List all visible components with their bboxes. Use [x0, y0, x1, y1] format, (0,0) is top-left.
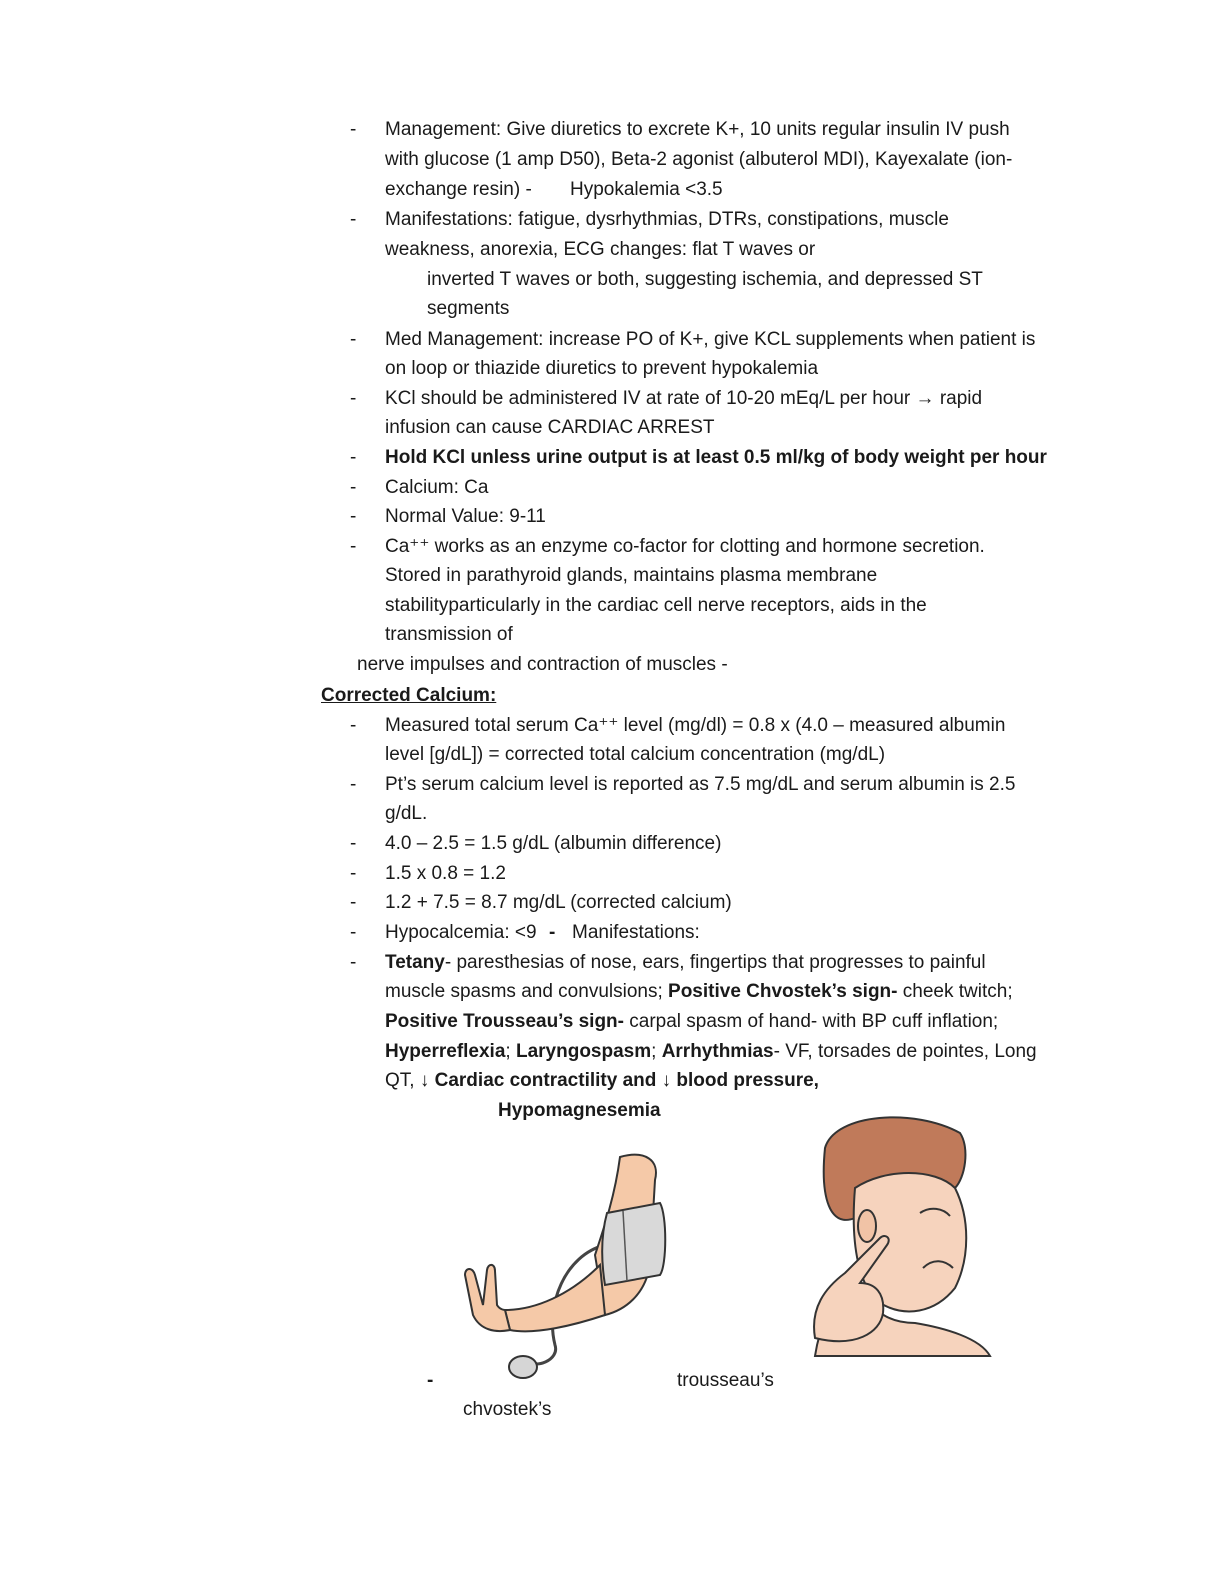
- management-line-3: exchange resin) -: [385, 179, 532, 200]
- separator: ;: [505, 1041, 516, 1062]
- arrhythmias-text: - VF, torsades de pointes, Long: [773, 1041, 1037, 1062]
- bullet-dash: -: [350, 774, 357, 795]
- calcium-line: Calcium: Ca: [385, 477, 489, 498]
- albumin-difference-line: 4.0 – 2.5 = 1.5 g/dL (albumin difference): [385, 833, 722, 854]
- bullet-dash: -: [350, 119, 357, 140]
- tetany-line-1: [385, 951, 986, 975]
- trousseau-text: carpal spasm of hand- with BP cuff inflation;: [623, 1011, 999, 1032]
- med-management-line-1: Med Management: increase PO of K+, give KCL supplements when patient is: [385, 329, 1036, 350]
- manifestations-line-1: Manifestations: fatigue, dysrhythmias, DTRs, constipations, muscle: [385, 209, 949, 230]
- hypomagnesemia-line: Hypomagnesemia: [498, 1100, 661, 1121]
- normal-value-line: Normal Value: 9-11: [385, 506, 546, 527]
- hypocalcemia-dash: -: [549, 922, 556, 943]
- laryngospasm-term: Laryngospasm: [515, 1041, 652, 1062]
- ear: [858, 1210, 876, 1242]
- hypocalcemia-label: Hypocalcemia: <9: [385, 922, 537, 943]
- separator: ;: [651, 1041, 662, 1062]
- trousseau-caption: trousseau’s: [677, 1370, 774, 1391]
- face-finger-tap-illustration: [795, 1108, 995, 1358]
- bullet-dash: -: [350, 477, 357, 498]
- kcl-line-2: infusion can cause CARDIAC ARREST: [385, 417, 715, 438]
- manifestations-line-3: inverted T waves or both, suggesting ischemia, and depressed ST: [427, 269, 983, 290]
- bullet-dash: -: [350, 922, 357, 943]
- bullet-dash: -: [350, 329, 357, 350]
- med-management-line-2: on loop or thiazide diuretics to prevent hypokalemia: [385, 358, 819, 379]
- bullet-dash: -: [350, 506, 357, 527]
- formula-line-1: Measured total serum Ca⁺⁺ level (mg/dl) = 0.8 x (4.0 – measured albumin: [385, 715, 1006, 736]
- tetany-text: muscle spasms and convulsions;: [385, 981, 669, 1002]
- management-line-1: Management: Give diuretics to excrete K+, 10 units regular insulin IV push: [385, 119, 1010, 140]
- bullet-dash: -: [350, 715, 357, 736]
- hand: [465, 1265, 510, 1331]
- bullet-dash: -: [350, 209, 357, 230]
- tetany-text: - paresthesias of nose, ears, fingertips that progresses to painful: [444, 952, 986, 973]
- caption-dash: -: [427, 1370, 434, 1391]
- chvostek-term: Positive Chvostek’s sign-: [668, 981, 898, 1002]
- tetany-term: Tetany: [385, 952, 445, 973]
- hyperreflexia-term: Hyperreflexia: [385, 1041, 506, 1062]
- tetany-line-4: [385, 1040, 1037, 1064]
- arrhythmias-term: Arrhythmias: [661, 1041, 774, 1062]
- tetany-line-5: [385, 1069, 819, 1093]
- corrected-result-line: 1.2 + 7.5 = 8.7 mg/dL (corrected calcium): [385, 892, 732, 913]
- tetany-line-3: [385, 1010, 998, 1034]
- management-line-2: with glucose (1 amp D50), Beta-2 agonist (albuterol MDI), Kayexalate (ion-: [385, 149, 1013, 170]
- manifestations-line-2: weakness, anorexia, ECG changes: flat T waves or: [385, 239, 816, 260]
- trousseau-term: Positive Trousseau’s sign-: [385, 1011, 624, 1032]
- hypocalcemia-manifestations-label: Manifestations:: [572, 922, 700, 943]
- bullet-dash: -: [350, 833, 357, 854]
- kcl-line-1: KCl should be administered IV at rate of 10-20 mEq/L per hour → rapid: [385, 388, 983, 409]
- calcium-role-line-5: nerve impulses and contraction of muscles -: [357, 654, 728, 675]
- bullet-dash: -: [350, 447, 357, 468]
- arm-bp-cuff-illustration: [455, 1145, 685, 1385]
- bullet-dash: -: [350, 863, 357, 884]
- chvostek-caption: chvostek’s: [463, 1399, 552, 1420]
- bp-cuff: [602, 1203, 665, 1285]
- bullet-dash: -: [350, 536, 357, 557]
- hypokalemia-label: Hypokalemia <3.5: [570, 179, 723, 200]
- formula-line-2: level [g/dL]) = corrected total calcium concentration (mg/dL): [385, 744, 886, 765]
- manifestations-line-4: segments: [427, 298, 510, 319]
- example-line-1: Pt’s serum calcium level is reported as 7.5 mg/dL and serum albumin is 2.5: [385, 774, 1016, 795]
- bullet-dash: -: [350, 892, 357, 913]
- corrected-calcium-heading: Corrected Calcium:: [321, 685, 497, 706]
- calcium-role-line-3: stabilityparticularly in the cardiac cell nerve receptors, aids in the: [385, 595, 927, 616]
- tetany-line-2: [385, 980, 1013, 1004]
- inflation-bulb: [509, 1356, 537, 1378]
- multiply-line: 1.5 x 0.8 = 1.2: [385, 863, 506, 884]
- example-line-2: g/dL.: [385, 803, 428, 824]
- hold-kcl-line: Hold KCl unless urine output is at least 0.5 ml/kg of body weight per hour: [385, 447, 1047, 468]
- bullet-dash: -: [350, 952, 357, 973]
- calcium-role-line-4: transmission of: [385, 624, 513, 645]
- calcium-role-line-1: Ca⁺⁺ works as an enzyme co-factor for clotting and hormone secretion.: [385, 536, 985, 557]
- calcium-role-line-2: Stored in parathyroid glands, maintains plasma membrane: [385, 565, 878, 586]
- qt-text: QT,: [385, 1070, 420, 1091]
- chvostek-text: cheek twitch;: [897, 981, 1013, 1002]
- bullet-dash: -: [350, 388, 357, 409]
- forearm: [505, 1265, 605, 1331]
- contractility-term: ↓ Cardiac contractility and ↓ blood pressure,: [419, 1070, 819, 1091]
